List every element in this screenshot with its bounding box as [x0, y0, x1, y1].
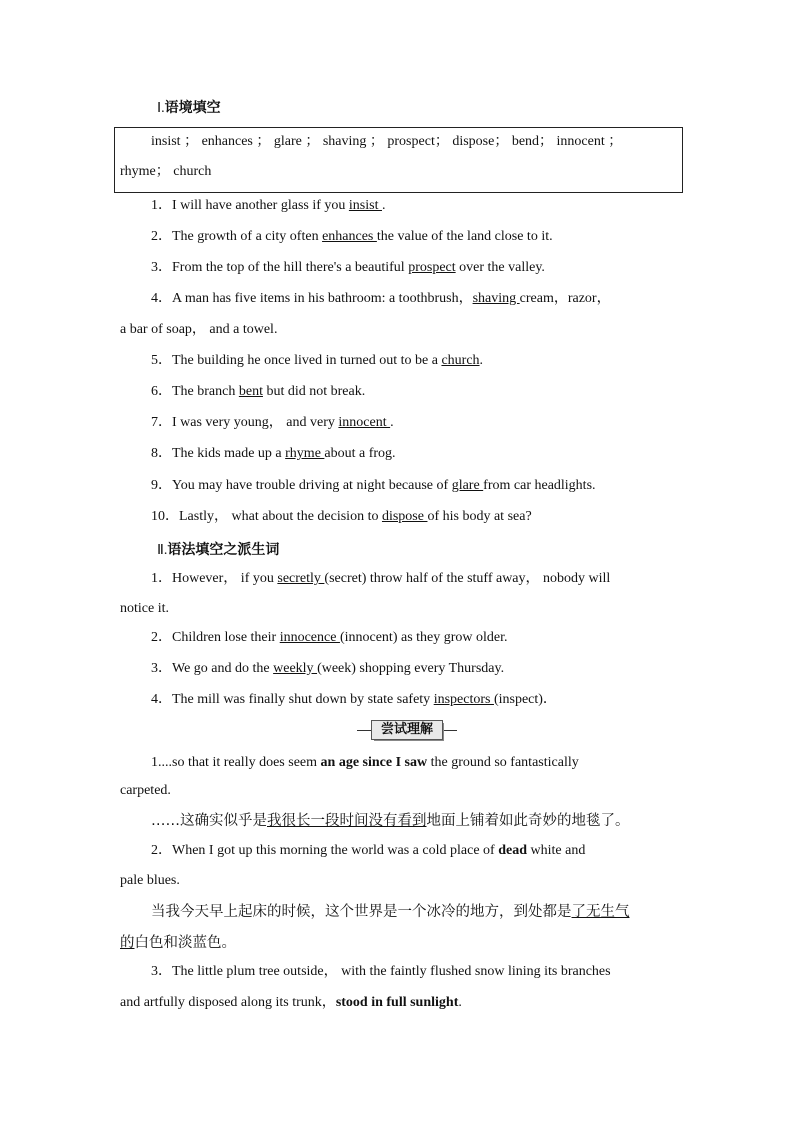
- sentence-text: 2．When I got up this morning the world was a cold place of: [151, 843, 499, 858]
- chinese-key: 了无生气: [571, 904, 630, 920]
- question-text: I was very young， and very: [172, 415, 339, 430]
- question-text: the value of the land close to it.: [376, 229, 553, 244]
- question-number: 8．: [151, 446, 172, 461]
- question-text: The branch: [172, 384, 239, 399]
- question-1: [151, 197, 385, 215]
- question-number: 3．: [151, 260, 172, 275]
- question-text: The growth of a city often: [172, 229, 323, 244]
- chinese-text: 地面上铺着如此奇妙的地毯了。: [426, 813, 630, 829]
- answer: glare: [451, 478, 484, 493]
- section-number: Ⅱ.: [157, 543, 168, 558]
- question-5: [151, 352, 483, 370]
- question-text: The building he once lived in turned out to be a: [172, 353, 442, 368]
- question-4: [151, 290, 611, 308]
- banner-rule-left: [357, 730, 371, 731]
- question-number: 2．: [151, 229, 172, 244]
- section-banner: [357, 719, 457, 741]
- question-number: 4．: [151, 291, 172, 306]
- question-text: of his body at sea?: [427, 509, 532, 524]
- translation-2-chinese-cont: [120, 931, 236, 952]
- question-text: about a frog.: [324, 446, 396, 461]
- question-3: [151, 259, 545, 277]
- question-text: over the valley.: [455, 260, 545, 275]
- question-number: 5．: [151, 353, 172, 368]
- answer: shaving: [472, 291, 520, 306]
- grammar-2: [151, 629, 508, 647]
- question-text: cream，razor，: [519, 291, 611, 306]
- translation-1-cont: carpeted.: [120, 783, 171, 798]
- question-8: [151, 445, 396, 463]
- sentence-text: .: [458, 995, 462, 1010]
- question-number: 1．: [151, 571, 172, 586]
- answer: weekly: [273, 661, 318, 676]
- chinese-key: 的: [120, 935, 135, 951]
- question-10: [151, 508, 532, 526]
- question-text: .: [479, 353, 484, 368]
- sentence-text: the ground so fantastically: [427, 755, 579, 770]
- translation-3: 3．The little plum tree outside， with the faintly flushed snow lining its branches: [151, 964, 611, 979]
- question-4-cont: a bar of soap， and a towel.: [120, 322, 278, 337]
- section-number: Ⅰ.: [157, 101, 165, 116]
- question-2: [151, 228, 553, 246]
- answer: secretly: [277, 571, 325, 586]
- question-text: However， if you: [172, 571, 278, 586]
- key-phrase: stood in full sunlight: [335, 995, 459, 1010]
- section-title: 语法填空之派生词: [167, 542, 280, 558]
- answer: enhances: [322, 229, 377, 244]
- key-phrase: an age since I saw: [320, 755, 428, 770]
- sentence-text: white and: [527, 843, 586, 858]
- question-number: 7．: [151, 415, 172, 430]
- section-2-heading: [157, 539, 279, 559]
- question-text: Lastly， what about the decision to: [179, 509, 382, 524]
- banner-rule-right: [443, 730, 457, 731]
- translation-1: [151, 754, 579, 772]
- section-title: 语境填空: [164, 100, 221, 116]
- answer: church: [441, 353, 480, 368]
- answer: prospect: [408, 260, 456, 275]
- question-number: 4．: [151, 692, 172, 707]
- word-bank-row-1: insist ； enhances ； glare ； shaving ； prospect； dispose； bend； innocent ；: [151, 134, 623, 149]
- translation-2-cont: pale blues.: [120, 873, 180, 888]
- grammar-1: [151, 570, 610, 588]
- chinese-text: 白色和淡蓝色。: [134, 935, 236, 951]
- translation-2: [151, 842, 585, 860]
- question-text: The mill was finally shut down by state safety: [172, 692, 434, 707]
- question-7: [151, 414, 394, 432]
- question-text: (innocent) as they grow older.: [339, 630, 508, 645]
- question-text: but did not break.: [262, 384, 366, 399]
- sentence-text: 1....so that it really does seem: [151, 755, 321, 770]
- question-text: .: [381, 198, 386, 213]
- question-number: 1．: [151, 198, 172, 213]
- chinese-text: ……这确实似乎是: [151, 813, 267, 829]
- translation-3-cont: [120, 994, 462, 1012]
- question-text: A man has five items in his bathroom: a toothbrush，: [172, 291, 473, 306]
- grammar-4: [151, 691, 557, 709]
- chinese-key: 我很长一段时间没有看到: [267, 813, 427, 829]
- question-text: I will have another glass if you: [172, 198, 349, 213]
- answer: insist: [348, 198, 382, 213]
- chinese-text: 当我今天早上起床的时候，这个世界是一个冰冷的地方，到处都是: [151, 904, 572, 920]
- question-6: [151, 383, 365, 401]
- word-bank-box: [114, 127, 683, 193]
- question-number: 6．: [151, 384, 172, 399]
- sentence-text: and artfully disposed along its trunk，: [120, 995, 336, 1010]
- question-text: (week) shopping every Thursday.: [317, 661, 505, 676]
- question-text: from car headlights.: [483, 478, 596, 493]
- question-text: (secret) throw half of the stuff away， nobody will: [324, 571, 611, 586]
- grammar-1-cont: notice it.: [120, 601, 169, 616]
- question-9: [151, 477, 596, 495]
- question-text: .: [390, 415, 394, 430]
- question-text: You may have trouble driving at night because of: [172, 478, 452, 493]
- answer: rhyme: [285, 446, 325, 461]
- word-bank-row-2: rhyme； church: [120, 164, 212, 179]
- answer: innocent: [338, 415, 391, 430]
- question-text: (inspect)．: [493, 692, 557, 707]
- answer: innocence: [279, 630, 340, 645]
- grammar-3: [151, 660, 504, 678]
- question-number: 3．: [151, 661, 172, 676]
- question-number: 9．: [151, 478, 172, 493]
- answer: bent: [238, 384, 263, 399]
- translation-1-chinese: [151, 809, 630, 830]
- question-number: 2．: [151, 630, 172, 645]
- question-number: 10．: [151, 509, 179, 524]
- question-text: We go and do the: [172, 661, 274, 676]
- question-text: Children lose their: [172, 630, 280, 645]
- answer: inspectors: [433, 692, 494, 707]
- banner-label: 尝试理解: [371, 720, 443, 740]
- key-phrase: dead: [498, 843, 527, 858]
- question-text: From the top of the hill there's a beautiful: [172, 260, 409, 275]
- question-text: The kids made up a: [172, 446, 286, 461]
- section-1-heading: [157, 97, 221, 117]
- translation-2-chinese: [151, 900, 630, 921]
- answer: dispose: [381, 509, 428, 524]
